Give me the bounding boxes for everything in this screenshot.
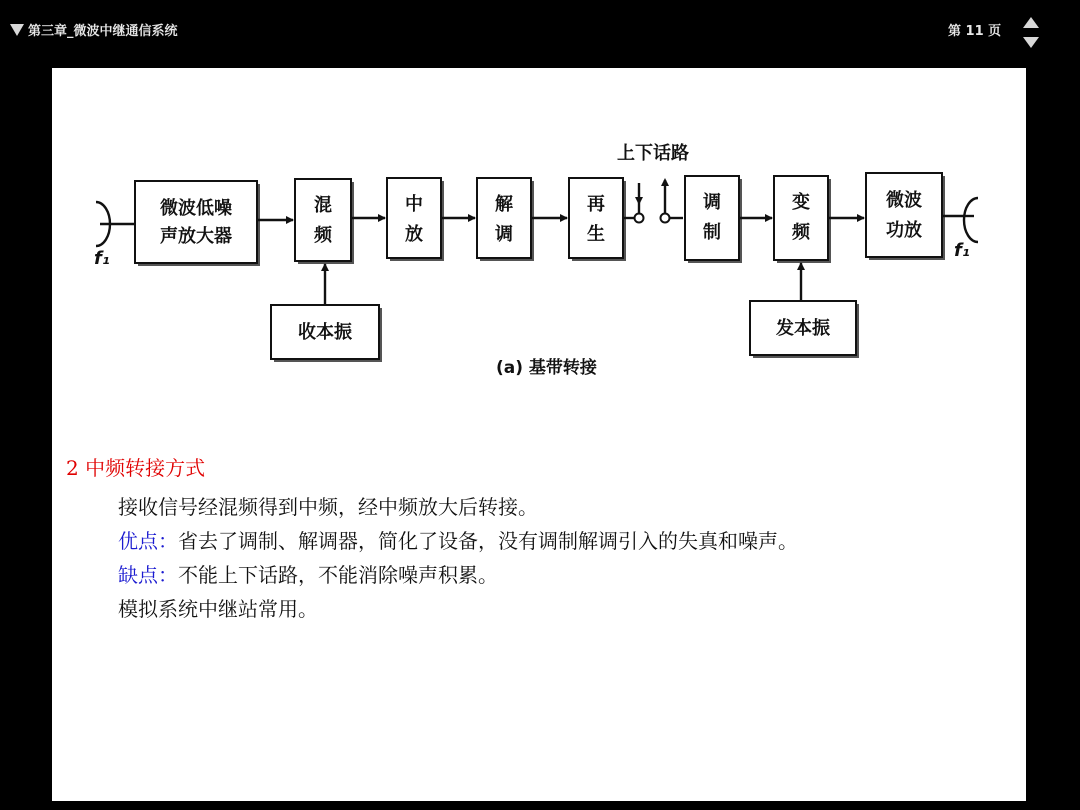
disadvantages-paragraph: [118, 565, 1016, 585]
power-amp-block: [866, 173, 942, 257]
lna-label-2: 声放大器: [160, 226, 232, 247]
advantages-label: 优点：: [118, 529, 178, 553]
mixer-label-1: 混: [314, 195, 332, 216]
usage-paragraph: [118, 599, 1016, 619]
page-nav[interactable]: [1022, 17, 1040, 49]
freq-label-right: f₁: [954, 240, 970, 261]
if-amp-block: [387, 178, 441, 258]
diagram-caption: (a) 基带转接: [496, 358, 597, 378]
baseband-relay-diagram: [52, 68, 1026, 398]
regen-label-1: 再: [587, 194, 605, 215]
if-amp-label-2: 放: [405, 224, 423, 245]
conv-label-1: 变: [792, 192, 810, 213]
usage-line: 模拟系统中继站常用。: [118, 597, 318, 621]
slide-text: [66, 452, 1016, 633]
disadvantages-text: 不能上下话路，不能消除噪声积累。: [178, 563, 498, 587]
triangle-down-icon[interactable]: [10, 24, 24, 36]
pa-label-1: 微波: [886, 190, 922, 211]
section-heading: 2 中频转接方式: [66, 456, 206, 480]
lna-block: [135, 181, 257, 263]
regen-label-2: 生: [587, 224, 605, 245]
description-paragraph: [118, 497, 1016, 517]
top-bar: [0, 0, 1080, 66]
demodulator-block: [477, 178, 531, 258]
drop-insert-terminals: [635, 178, 670, 223]
chapter-title-area: [10, 20, 178, 39]
page-number: 第 11 页: [948, 24, 1002, 39]
advantages-text: 省去了调制、解调器，简化了设备，没有调制解调引入的失真和噪声。: [178, 529, 798, 553]
freq-label-left: f₁: [94, 248, 110, 269]
receive-antenna-icon: [96, 202, 134, 246]
transmit-antenna-icon: [964, 198, 978, 242]
modulator-block: [685, 176, 739, 260]
lna-label-1: 微波低噪: [160, 198, 232, 219]
tx-lo-label: 发本振: [776, 318, 830, 339]
rx-lo-label: 收本振: [298, 322, 352, 343]
demod-label-1: 解: [495, 194, 513, 215]
slide: [52, 68, 1026, 801]
arrow-down-icon[interactable]: [1023, 37, 1039, 48]
demod-label-2: 调: [495, 224, 513, 245]
mod-label-2: 制: [703, 222, 721, 243]
mixer-label-2: 频: [314, 225, 332, 246]
drop-insert-label: 上下话路: [617, 143, 689, 164]
mixer-block: [295, 179, 351, 261]
regenerator-block: [569, 178, 623, 258]
arrow-up-icon[interactable]: [1023, 17, 1039, 28]
conv-label-2: 频: [792, 222, 810, 243]
up-converter-block: [774, 176, 828, 260]
description-line: 接收信号经混频得到中频，经中频放大后转接。: [118, 495, 538, 519]
pa-label-2: 功放: [886, 220, 922, 241]
if-amp-label-1: 中: [405, 194, 423, 215]
mod-label-1: 调: [703, 192, 721, 213]
advantages-paragraph: [118, 531, 1016, 551]
disadvantages-label: 缺点：: [118, 563, 178, 587]
chapter-title: 第三章_微波中继通信系统: [28, 24, 178, 39]
